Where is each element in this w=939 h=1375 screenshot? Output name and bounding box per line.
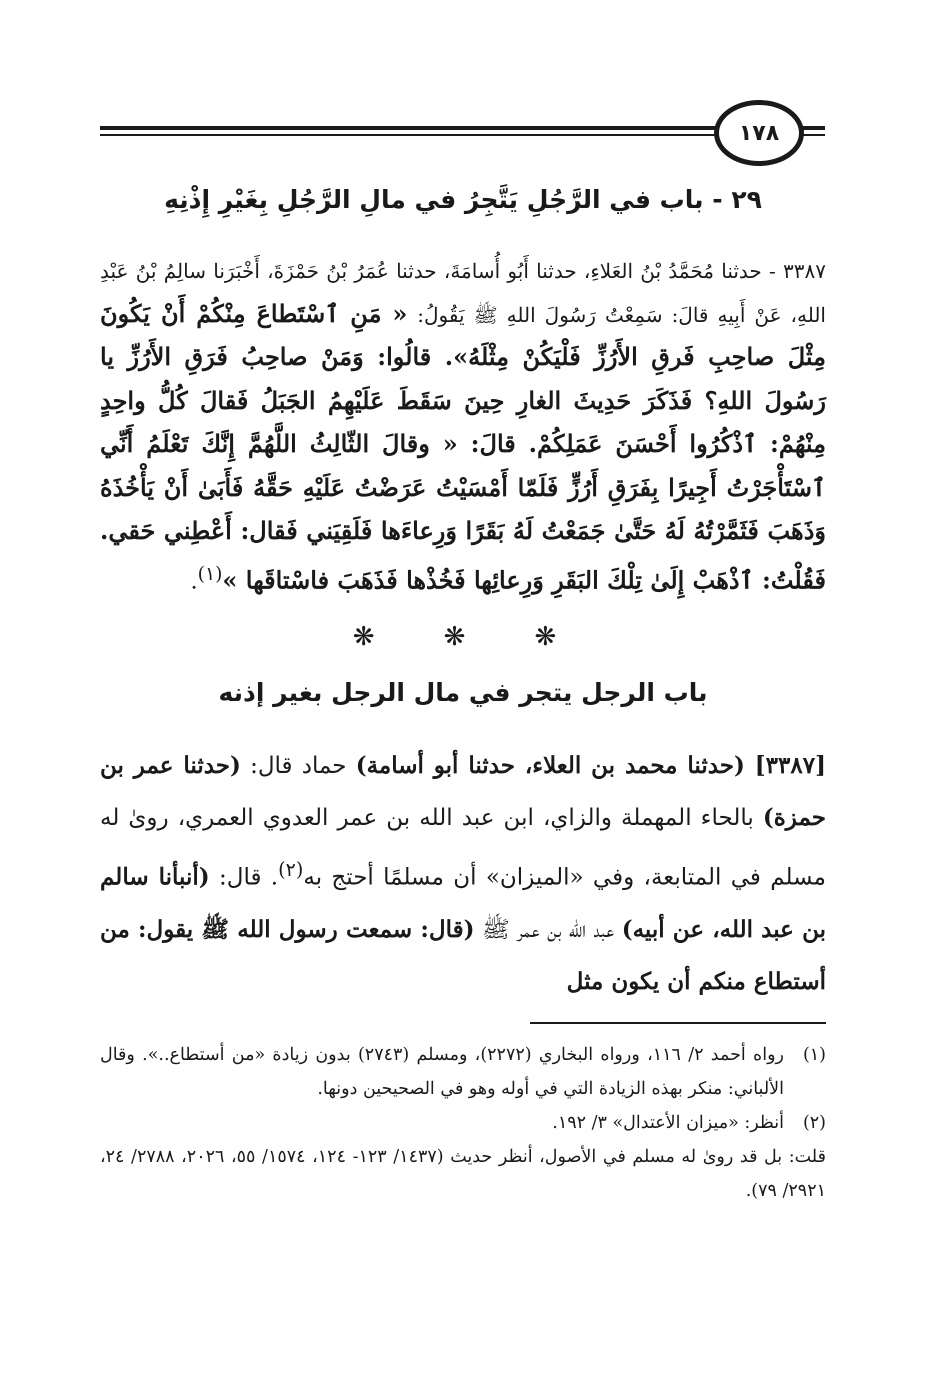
commentary-quote: (حدثنا عمر بن حمزة) [100,752,826,831]
commentary-plain: . قال: [209,864,279,891]
commentary-title: باب الرجل يتجر في مال الرجل بغير إذنه [218,678,708,707]
footnote-item [100,1106,826,1140]
footnote-number: (١) [802,1045,826,1065]
footnote-text: أنظر: «ميزان الأعتدال» ٣/ ١٩٢. [552,1113,784,1133]
page-number-badge [714,100,804,166]
footnote-marker-1: (١) [197,563,223,585]
footnote-extra-note: قلت: بل قد روىٰ له مسلم في الأصول، أنظر حديث (١٤٣٧/ ١٢٣- ١٢٤، ١٥٧٤/ ٥٥، ٢٠٢٦، ٢٧٨٨/ ٢٤، ٢٩٢١/ ٧٩). [100,1147,826,1201]
footnotes [100,1038,826,1208]
footnote-number: (٢) [802,1113,826,1133]
section-separator: ❋ ❋ ❋ [352,622,587,652]
commentary-plain: حماد قال: [240,753,356,779]
header-rule-thick [100,126,718,130]
footnote-item [100,1038,826,1106]
hadith-text [100,250,826,603]
hadith-isnad: ٣٣٨٧ - حدثنا مُحَمَّدُ بْنُ العَلاءِ، حدثنا أَبُو أُسامَةَ، حدثنا عُمَرُ بْنُ حَمْزَةَ، أَخْبَرَنا سالِمُ بْنُ عَبْدِ اللهِ، عَنْ أَبِيهِ قالَ: سَمِعْتُ رَسُولَ اللهِ ﷺ يَقُولُ: [100,259,826,327]
footnote-text: رواه أحمد ٢/ ١١٦، ورواه البخاري (٢٢٧٢)، ومسلم (٢٧٤٣) بدون زيادة «من أستطاع..». وقال الألباني: منكر بهذه الزيادة التي في أوله وهو في الصحيحين دونها. [100,1045,784,1099]
footnote-marker-2: (٢) [278,858,304,881]
commentary-quote: (أنبأنا سالم بن عبد الله، عن أبيه) [100,863,826,943]
commentary-plain: بالحاء المهملة والزاي، ابن عبد الله بن عمر العدوي العمري، روىٰ له مسلم في المتابعة، وفي «الميزان» أن مسلمًا أحتج به [100,805,826,891]
hadith-matn: « مَنِ ٱسْتَطاعَ مِنْكُمْ أَنْ يَكُونَ مِثْلَ صاحِبِ فَرقِ الأَرُزِّ فَلْيَكُنْ مِثْلَهُ». قالُوا: وَمَنْ صاحِبُ فَرَقِ الأَرُزِّ يا رَسُولَ اللهِ؟ فَذَكَرَ حَدِيثَ الغارِ حِينَ سَقَطَ عَلَيْهِمُ الجَبَلُ فَقالَ كُلُّ واحِدٍ مِنْهُمْ: ٱذْكُرُوا أَحْسَنَ عَمَلِكُمْ. قالَ: « وقالَ الثّالِثُ اللَّهُمَّ إِنَّكَ تَعْلَمُ أَنِّي ٱسْتَأْجَرْتُ أَجِيرًا بِفَرَقِ أَرُزٍّ فَلَمّا أَمْسَيْتُ عَرَضْتُ عَلَيْهِ حَقَّهُ فَأَبَىٰ أَنْ يَأْخُذَهُ وَذَهَبَ فَثَمَّرْتُهُ لَهُ حَتَّىٰ جَمَعْتُ لَهُ بَقَرًا وَرِعاءَها فَلَقِيَني فَقال: أَعْطِني حَقي. فَقُلْتُ: ٱذْهَبْ إِلَىٰ تِلْكَ البَقَرِ وَرِعائِها فَخُذْها فَذَهَبَ فاسْتاقَها » [100,298,826,594]
page-number: ١٧٨ [738,120,780,146]
commentary-quote: [٣٣٨٧] (حدثنا محمد بن العلاء، حدثنا أبو أسامة) [355,752,826,779]
header-rule-thin [100,134,718,136]
chapter-title: ٢٩ - باب في الرَّجُلِ يَتَّجِرُ في مالِ الرَّجُلِ بِغَيْرِ إِذْنِهِ [164,185,762,214]
hadith-end-punct: . [190,568,198,594]
commentary-text [100,740,826,1008]
commentary-plain: عبد الله بن عمر ﷺ [474,916,622,943]
commentary-quote: (قال: سمعت رسول الله ﷺ يقول: من أستطاع منكم أن يكون مثل [100,915,826,995]
footnote-divider [530,1022,826,1024]
